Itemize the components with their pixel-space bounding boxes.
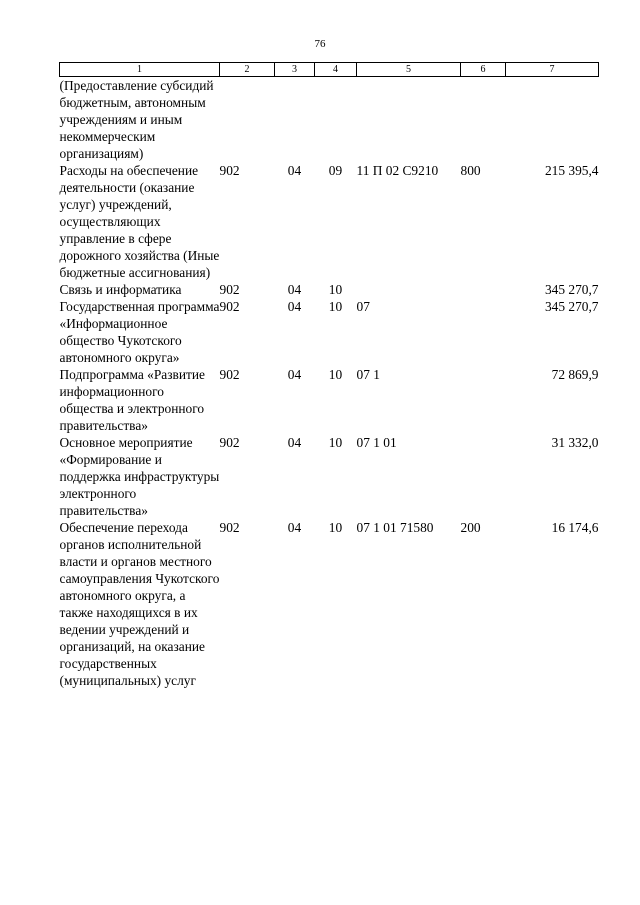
row-name: Обеспечение перехода органов исполнительной власти и органов местного самоуправления Чукотского автономного округа, а также находящихся в их ведении учреждений и организаций, на оказание государственных (муниципальных) услуг <box>59 520 220 688</box>
column-header-2: 2 <box>220 63 275 77</box>
row-name: Подпрограмма «Развитие информационного общества и электронного правительства» <box>59 367 205 433</box>
row-subsection: 10 <box>328 520 343 535</box>
row-subsection: 10 <box>328 282 343 297</box>
row-subsection: 10 <box>328 435 343 450</box>
row-section: 04 <box>287 520 302 535</box>
row-expense-type <box>461 77 506 163</box>
row-name: Основное мероприятие «Формирование и поддержка инфраструктуры электронного правительства» <box>59 435 220 518</box>
row-expense-type <box>461 434 506 519</box>
row-ministry <box>220 77 275 163</box>
row-target: 07 <box>356 299 370 314</box>
row-ministry: 902 <box>219 282 240 297</box>
row-ministry: 902 <box>219 520 240 535</box>
row-name: (Предоставление субсидий бюджетным, автономным учреждениям и иным некоммерческим организациям) <box>59 78 214 161</box>
column-header-6: 6 <box>461 63 506 77</box>
budget-table <box>59 62 599 689</box>
row-target <box>357 77 461 163</box>
row-name: Государственная программа «Информационное общество Чукотского автономного округа» <box>59 299 220 365</box>
page-number: 76 <box>314 38 326 50</box>
row-section: 04 <box>287 282 302 297</box>
row-target: 07 1 01 <box>356 435 397 450</box>
row-expense-type: 200 <box>460 520 481 535</box>
row-ministry: 902 <box>219 435 240 450</box>
column-header-1: 1 <box>60 63 220 77</box>
row-target: 11 П 02 С9210 <box>356 163 439 178</box>
row-amount: 16 174,6 <box>551 520 599 535</box>
row-expense-type: 800 <box>460 163 481 178</box>
row-expense-type <box>461 298 506 366</box>
row-subsection: 10 <box>328 299 343 314</box>
table-row <box>60 519 599 689</box>
row-ministry: 902 <box>219 367 240 382</box>
row-section: 04 <box>287 435 302 450</box>
table-row <box>60 77 599 163</box>
table-row <box>60 434 599 519</box>
row-section: 04 <box>287 299 302 314</box>
row-amount: 345 270,7 <box>544 282 599 297</box>
table-row <box>60 298 599 366</box>
row-section: 04 <box>287 163 302 178</box>
table-row <box>60 366 599 434</box>
table-row <box>60 162 599 281</box>
row-subsection <box>315 77 357 163</box>
row-amount: 345 270,7 <box>544 299 599 314</box>
row-amount <box>506 77 599 163</box>
row-target: 07 1 01 71580 <box>356 520 434 535</box>
row-expense-type <box>461 281 506 298</box>
row-subsection: 10 <box>328 367 343 382</box>
row-name: Расходы на обеспечение деятельности (оказание услуг) учреждений, осуществляющих управление в сфере дорожного хозяйства (Иные бюджетные ассигнования) <box>59 163 220 280</box>
row-expense-type <box>461 366 506 434</box>
row-ministry: 902 <box>219 299 240 314</box>
row-subsection: 09 <box>328 163 343 178</box>
row-amount: 215 395,4 <box>544 163 599 178</box>
row-ministry: 902 <box>219 163 240 178</box>
row-amount: 72 869,9 <box>551 367 599 382</box>
column-header-5: 5 <box>357 63 461 77</box>
column-header-4: 4 <box>315 63 357 77</box>
column-header-3: 3 <box>275 63 315 77</box>
row-target <box>357 281 461 298</box>
header-row <box>60 63 599 77</box>
row-target: 07 1 <box>356 367 380 382</box>
column-header-7: 7 <box>506 63 599 77</box>
table-row <box>60 281 599 298</box>
row-section: 04 <box>287 367 302 382</box>
row-amount: 31 332,0 <box>551 435 599 450</box>
row-name: Связь и информатика <box>59 282 182 297</box>
row-section <box>275 77 315 163</box>
